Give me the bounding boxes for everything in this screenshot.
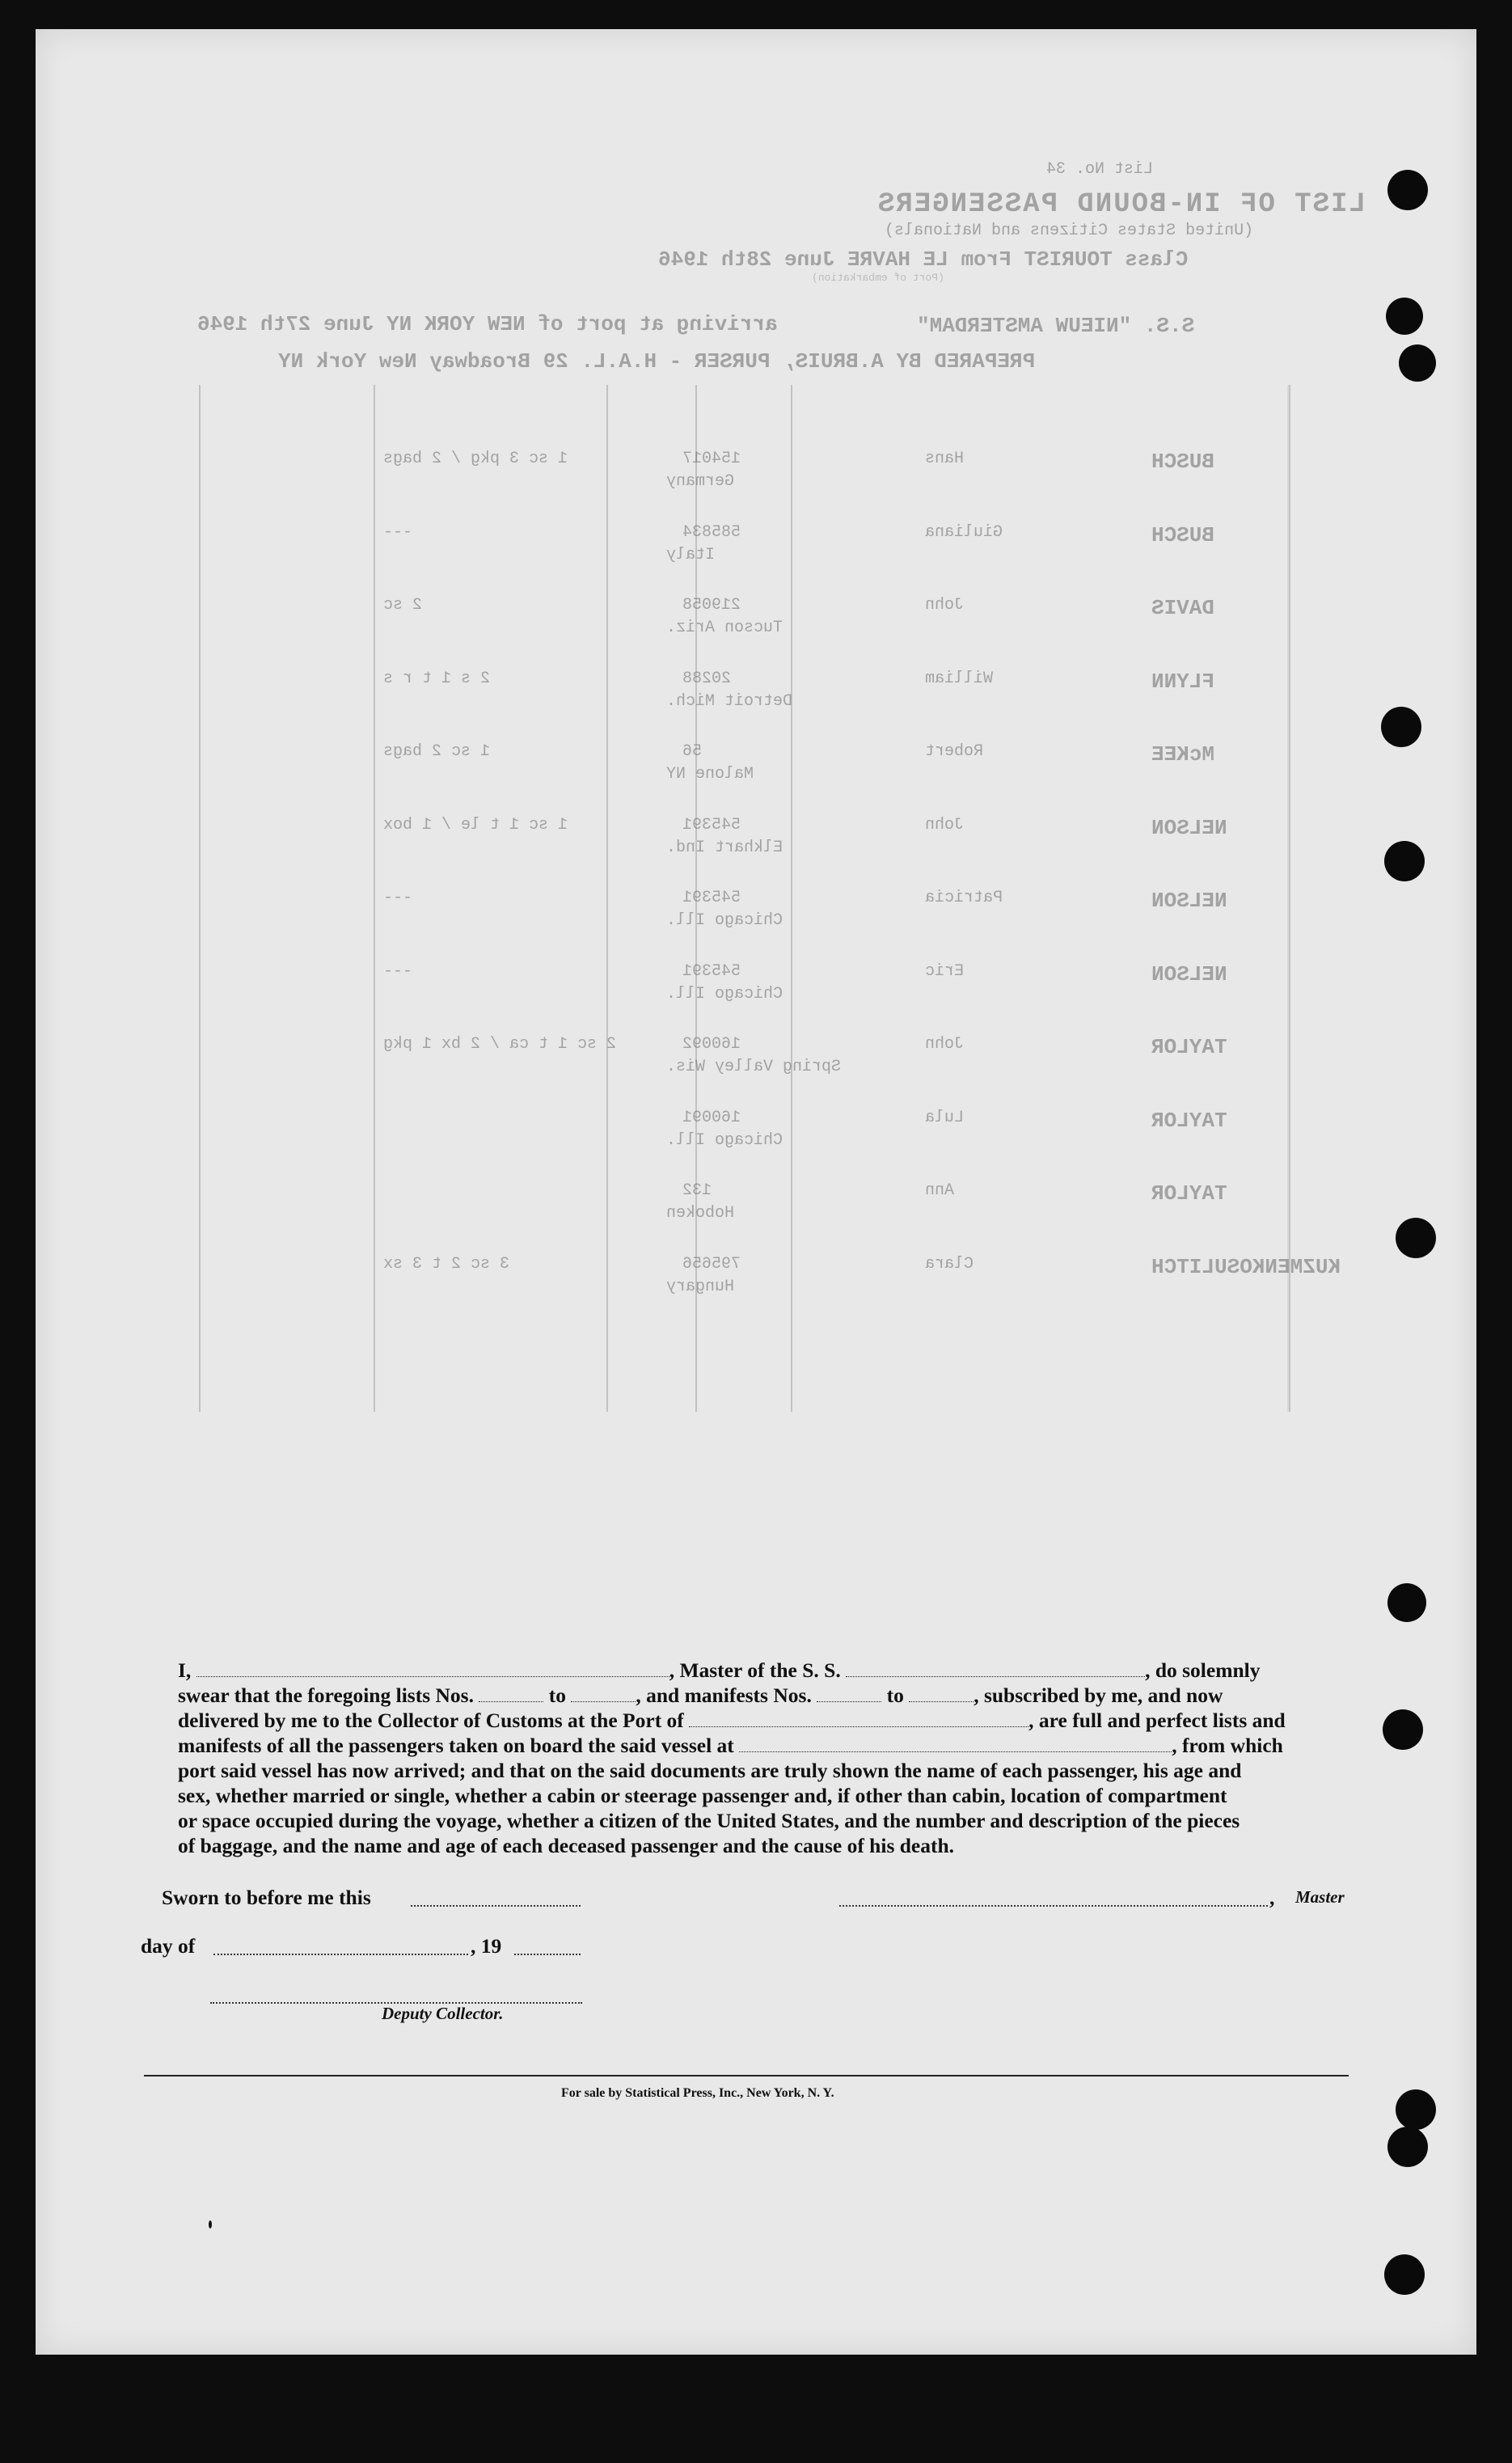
embark-port-field[interactable] — [739, 1734, 1172, 1752]
column-rule — [199, 385, 201, 1412]
list-to-field[interactable] — [571, 1684, 636, 1702]
passenger-surname: TAYLOR — [1151, 1035, 1227, 1059]
class-line: Class TOURIST From LE HAVRE June 28th 1946 — [658, 247, 1189, 272]
declaration-text: , Master of the S. S. — [669, 1658, 841, 1682]
passenger-given: Lula — [925, 1108, 965, 1127]
passenger-given: Giuliana — [925, 522, 1003, 542]
passenger-surname: NELSON — [1151, 889, 1227, 913]
column-rule — [374, 385, 375, 1412]
declaration-text: , from which — [1172, 1734, 1283, 1757]
list-number: List No. 34 — [1046, 160, 1154, 179]
passenger-baggage: --- — [383, 961, 413, 981]
passenger-surname: BUSCH — [1151, 522, 1215, 547]
passenger-place: Malone NY — [666, 765, 754, 784]
passenger-baggage: 3 sc 2 t 3 sx — [383, 1254, 510, 1274]
declaration-text: to — [886, 1684, 904, 1707]
passenger-ref: 585834 — [682, 522, 741, 542]
passenger-surname: NELSON — [1151, 961, 1227, 986]
punch-hole — [1384, 841, 1425, 881]
master-name-field[interactable] — [196, 1658, 669, 1677]
passenger-ref: 154017 — [682, 450, 741, 468]
prepared-line: PREPARED BY A.BRUIS, PURSER - H.A.L. 29 Broadway New York NY — [278, 349, 1036, 374]
ink-speck — [209, 2220, 212, 2229]
declaration-text: , do solemnly — [1145, 1658, 1261, 1682]
passenger-ref: 545391 — [682, 961, 741, 981]
master-declaration — [178, 1658, 1384, 1858]
declaration-text: , and manifests Nos. — [636, 1684, 812, 1707]
passenger-ref: 219058 — [682, 596, 741, 615]
punch-hole — [1387, 1583, 1426, 1622]
press-imprint: For sale by Statistical Press, Inc., New York, N. Y. — [561, 2086, 834, 2100]
passenger-place: Elkhart Ind. — [666, 838, 783, 857]
passenger-place: Tucson Ariz. — [666, 619, 783, 637]
year-field[interactable] — [514, 1954, 581, 1955]
punch-hole — [1383, 1709, 1423, 1750]
declaration-text: I, — [178, 1658, 192, 1682]
arrival-line: arriving at port of NEW YORK NY June 27th 1946 — [197, 312, 778, 336]
passenger-place: Chicago Ill. — [666, 911, 783, 930]
passenger-surname: TAYLOR — [1151, 1181, 1227, 1206]
punch-hole — [1387, 2127, 1428, 2167]
declaration-text: manifests of all the passengers taken on board the said vessel at — [178, 1734, 734, 1757]
declaration-line — [178, 1733, 1384, 1758]
passenger-ref: 160092 — [682, 1035, 741, 1054]
passenger-given: John — [925, 596, 965, 615]
passenger-ref: 545391 — [682, 815, 741, 834]
declaration-line — [178, 1683, 1384, 1708]
passenger-baggage: --- — [383, 522, 413, 542]
passenger-place: Italy — [666, 545, 716, 564]
passenger-given: Hans — [925, 450, 965, 468]
passenger-given: Patricia — [925, 889, 1003, 907]
passenger-given: John — [925, 815, 965, 834]
declaration-line — [178, 1708, 1384, 1733]
passenger-baggage: 1 sc 1 t le / 1 box — [383, 815, 568, 834]
signature-comma: , — [1269, 1886, 1275, 1909]
declaration-line — [178, 1658, 1384, 1683]
manifest-page — [36, 29, 1476, 2355]
list-from-field[interactable] — [479, 1684, 543, 1702]
list-subtitle: (United States Citizens and Nationals) — [885, 222, 1254, 240]
punch-hole — [1384, 2254, 1425, 2295]
day-of-label: day of — [141, 1934, 196, 1958]
passenger-given: Robert — [925, 742, 984, 761]
passenger-ref: 56 — [682, 742, 703, 761]
passenger-ref: 132 — [682, 1181, 712, 1200]
punch-hole — [1396, 1218, 1436, 1258]
day-field[interactable] — [213, 1954, 468, 1955]
passenger-given: Eric — [925, 961, 965, 981]
passenger-place: Chicago Ill. — [666, 1130, 783, 1150]
passenger-baggage: 1 sc 3 pkg / 2 bags — [383, 450, 568, 468]
punch-hole — [1386, 298, 1423, 335]
passenger-place: Detroit Mich. — [666, 691, 793, 711]
passenger-baggage: 2 sc 1 t ca / 2 bx 1 pkg — [383, 1035, 617, 1054]
passenger-ref: 545391 — [682, 889, 741, 907]
list-title: LIST OF IN-BOUND PASSENGERS — [876, 189, 1366, 220]
column-rule — [606, 385, 608, 1412]
declaration-line: or space occupied during the voyage, whether a citizen of the United States, and the number and description of the pieces — [178, 1809, 1240, 1832]
passenger-ref: 20288 — [682, 669, 732, 688]
passenger-baggage: --- — [383, 889, 413, 907]
passenger-surname: DAVIS — [1151, 596, 1215, 620]
ship-name-field[interactable] — [846, 1658, 1145, 1677]
declaration-line: port said vessel has now arrived; and that on the said documents are truly shown the name of each passenger, his age and — [178, 1759, 1242, 1782]
passenger-given: Clara — [925, 1254, 974, 1274]
declaration-line: of baggage, and the name and age of each deceased passenger and the cause of his death. — [178, 1834, 955, 1857]
declaration-text: delivered by me to the Collector of Customs at the Port of — [178, 1709, 684, 1732]
passenger-surname: McKEE — [1151, 742, 1215, 767]
ship-line: S.S. "NIEUW AMSTERDAM" — [917, 314, 1195, 338]
passenger-place: Chicago Ill. — [666, 984, 783, 1003]
port-field[interactable] — [689, 1709, 1028, 1727]
passenger-surname: KUZMENKOSULITCH — [1151, 1254, 1341, 1279]
sworn-label: Sworn to before me this — [162, 1886, 371, 1909]
declaration-line: sex, whether married or single, whether a cabin or steerage passenger and, if other than cabin, location of compartment — [178, 1784, 1227, 1807]
passenger-given: William — [925, 669, 994, 688]
year-label: , 19 — [471, 1934, 502, 1958]
punch-hole — [1396, 2089, 1436, 2130]
manifest-to-field[interactable] — [909, 1684, 974, 1702]
passenger-surname: NELSON — [1151, 815, 1227, 840]
port-note: (Port of embarkation) — [812, 272, 944, 284]
passenger-place: Spring Valley Wis. — [666, 1058, 842, 1076]
deputy-collector-label: Deputy Collector. — [382, 2004, 504, 2023]
punch-hole — [1399, 344, 1436, 382]
declaration-text: , subscribed by me, and now — [974, 1684, 1223, 1707]
passenger-ref: 160091 — [682, 1108, 741, 1127]
passenger-surname: TAYLOR — [1151, 1108, 1227, 1133]
declaration-text: swear that the foregoing lists Nos. — [178, 1684, 474, 1707]
column-rule — [791, 385, 792, 1412]
sworn-date-field[interactable] — [411, 1905, 581, 1907]
passenger-surname: BUSCH — [1151, 450, 1215, 474]
declaration-text: , are full and perfect lists and — [1028, 1709, 1286, 1732]
passenger-ref: 795656 — [682, 1254, 741, 1274]
passenger-place: Germany — [666, 472, 735, 491]
passenger-baggage: 2 s 1 t r s — [383, 669, 491, 688]
passenger-given: John — [925, 1035, 965, 1054]
passenger-baggage: 2 sc — [383, 596, 423, 615]
punch-hole — [1387, 170, 1428, 210]
passenger-baggage: 1 sc 2 bags — [383, 742, 491, 761]
passenger-given: Ann — [925, 1181, 955, 1200]
manifest-from-field[interactable] — [817, 1684, 881, 1702]
footer-rule — [144, 2075, 1349, 2076]
passenger-place: Hoboken — [666, 1204, 735, 1223]
master-signature-field[interactable] — [839, 1905, 1268, 1907]
declaration-text: to — [548, 1684, 566, 1707]
passenger-surname: FLYNN — [1151, 669, 1215, 694]
passenger-place: Hungary — [666, 1277, 735, 1296]
master-label: Master — [1295, 1887, 1345, 1907]
punch-hole — [1381, 707, 1421, 747]
